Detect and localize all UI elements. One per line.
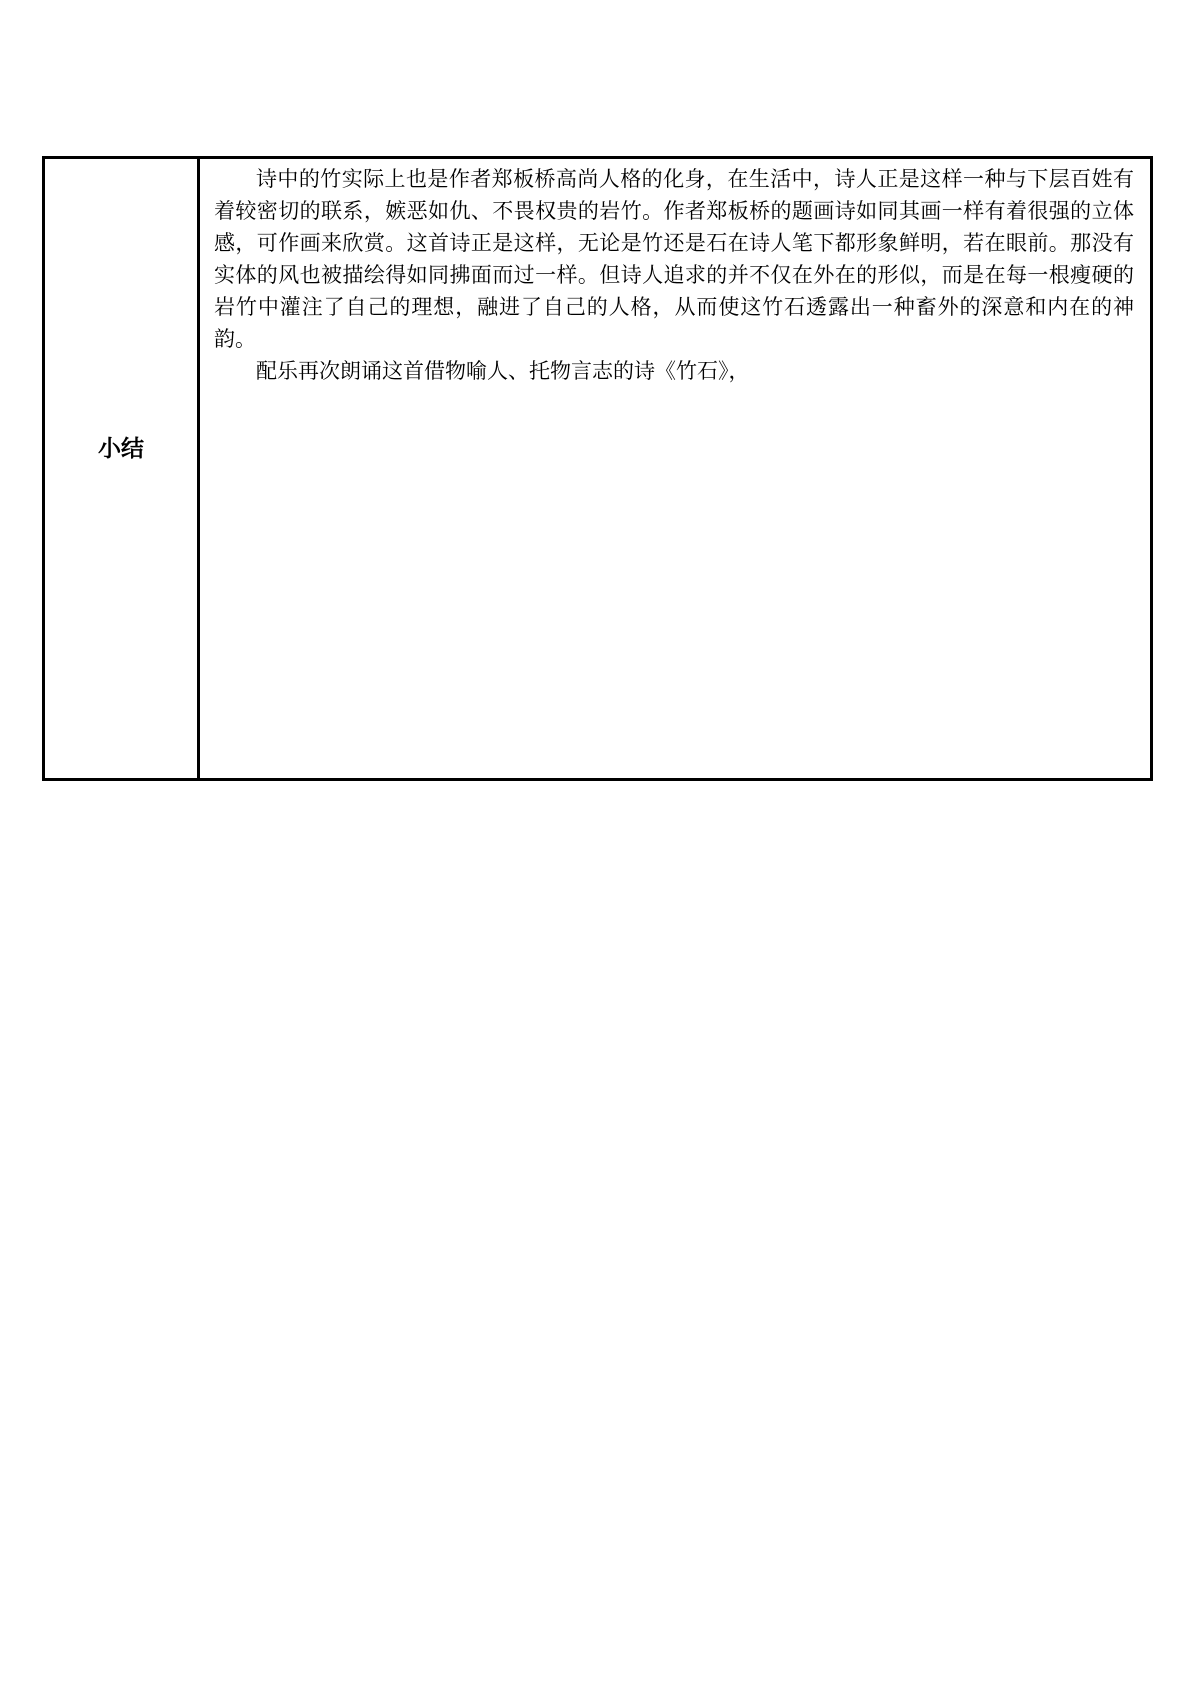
label-cell [44, 158, 199, 780]
section-label: 小结 [98, 436, 144, 462]
summary-paragraph: 诗中的竹实际上也是作者郑板桥高尚人格的化身，在生活中，诗人正是这样一种与下层百姓有着较密切的联系，嫉恶如仇、不畏权贵的岩竹。作者郑板桥的题画诗如同其画一样有着很强的立体感，可作画来欣赏。这首诗正是这样，无论是竹还是石在诗人笔下都形象鲜明，若在眼前。那没有实体的风也被描绘得如同拂面而过一样。但诗人追求的并不仅在外在的形似，而是在每一根瘦硬的岩竹中灌注了自己的理想，融进了自己的人格，从而使这竹石透露出一种畜外的深意和内在的神韵。 [214, 167, 1134, 351]
content-cell [199, 158, 1152, 780]
recitation-paragraph: 配乐再次朗诵这首借物喻人、托物言志的诗《竹石》， [256, 359, 750, 383]
summary-table [42, 156, 1153, 781]
table-row [44, 158, 1152, 780]
content-body [200, 159, 1150, 387]
